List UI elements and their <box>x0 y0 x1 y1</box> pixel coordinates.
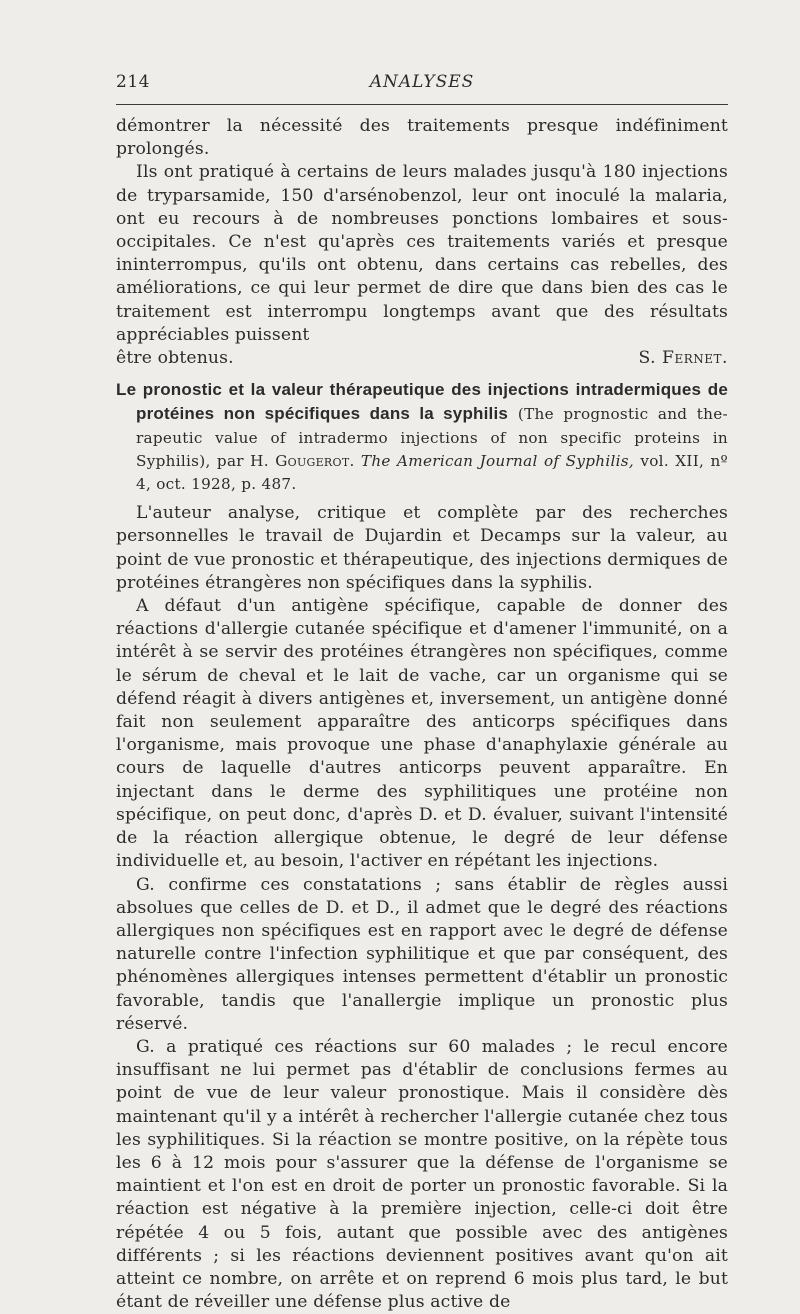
article-paragraph-1: L'auteur analyse, critique et complète par des recherches personnelles le travail de Dujardin et Decamps sur la valeur, au point de vue pronostic et thérapeutique, des injections dermiques de protéines étrangères non spécifiques dans la syphilis. <box>116 503 728 593</box>
article-body <box>116 502 728 1314</box>
previous-paragraph-2: Ils ont pratiqué à certains de leurs malades jusqu'à 180 injections de tryparsamide, 150 d'arsénobenzol, leur ont inoculé la malaria, ont eu recours à de nombreuses ponctions lombaires et sous-occipitales. Ce n'est qu'après ces traitements variés et presque ininterrompus, qu'ils ont obtenu, dans certains cas rebelles, des améliorations, ce qui leur permet de dire que dans bien des cas le traitement est interrompu longtemps avant que des résultats appréciables puissent <box>116 162 728 345</box>
header-rule <box>116 104 728 105</box>
article-heading <box>116 378 728 496</box>
running-head <box>116 72 728 100</box>
previous-closing-line <box>116 347 728 370</box>
reference-journal: The American Journal of Syphilis, <box>360 451 635 470</box>
reviewer-signature: S. Fernet. <box>638 348 728 369</box>
previous-review <box>116 115 728 370</box>
page <box>116 72 728 1314</box>
previous-paragraph-2-end: être obtenus. <box>116 348 234 369</box>
article-paragraph-2: A défaut d'un antigène spécifique, capable de donner des réactions d'allergie cutanée spécifique et d'amener l'immunité, on a intérêt à se servir des protéines étrangères non spécifiques, comme le sérum de cheval et le lait de vache, car un organisme qui se défend réagit à divers antigènes et, inversement, un antigène donné fait non seulement apparaître des anticorps spécifiques dans l'organisme, mais provoque une phase d'anaphylaxie générale au cours de laquelle d'autres anticorps peuvent apparaître. En injectant dans le derme des syphilitiques une protéine non spécifique, on peut donc, d'après D. et D. évaluer, suivant l'intensité de la réaction allergique obtenue, le degré de leur défense individuelle et, au besoin, l'activer en répétant les injections. <box>116 596 728 872</box>
reference-original-title: (The prognostic and the-rapeutic value of intradermo injections of non specific proteins in Syphilis), par H. <box>136 405 728 470</box>
previous-paragraph-1: démontrer la nécessité des traitements presque indéfiniment prolongés. <box>116 116 728 160</box>
page-number: 214 <box>116 72 150 92</box>
reference-author: Gougerot. <box>275 451 355 470</box>
article-paragraph-4: G. a pratiqué ces réactions sur 60 malades ; le recul encore insuffisant ne lui permet pas d'établir de conclusions fermes au point de vue de leur valeur pronostique. Mais il considère dès maintenant qu'il y a intérêt à rechercher l'allergie cutanée chez tous les syphilitiques. Si la réaction se montre positive, on la répète tous les 6 à 12 mois pour s'assurer que la défense de l'organisme se maintient et l'on est en droit de porter un pronostic favorable. Si la réaction est négative à la première injection, celle-ci doit être répétée 4 ou 5 fois, autant que possible avec des antigènes différents ; si les réactions deviennent positives avant qu'on ait atteint ce nombre, on arrête et on reprend 6 mois plus tard, le but étant de réveiller une défense plus active de <box>116 1036 728 1313</box>
article-paragraph-3: G. confirme ces constatations ; sans établir de règles aussi absolues que celles de D. et D., il admet que le degré des réactions allergiques non spécifiques est en rapport avec le degré de défense naturelle contre l'infection syphilitique et que par conséquent, des phénomènes allergiques intenses permettent d'établir un pronostic favorable, tandis que l'anallergie implique un pronostic plus réservé. <box>116 874 728 1034</box>
article-title: Le pronostic et la valeur thérapeutique des injections intradermiques de protéines non spécifiques dans la syphilis <box>116 380 728 424</box>
section-title: ANALYSES <box>369 72 475 92</box>
reference-volume: vol. XII, nº 4, oct. 1928, p. 487. <box>136 451 728 494</box>
